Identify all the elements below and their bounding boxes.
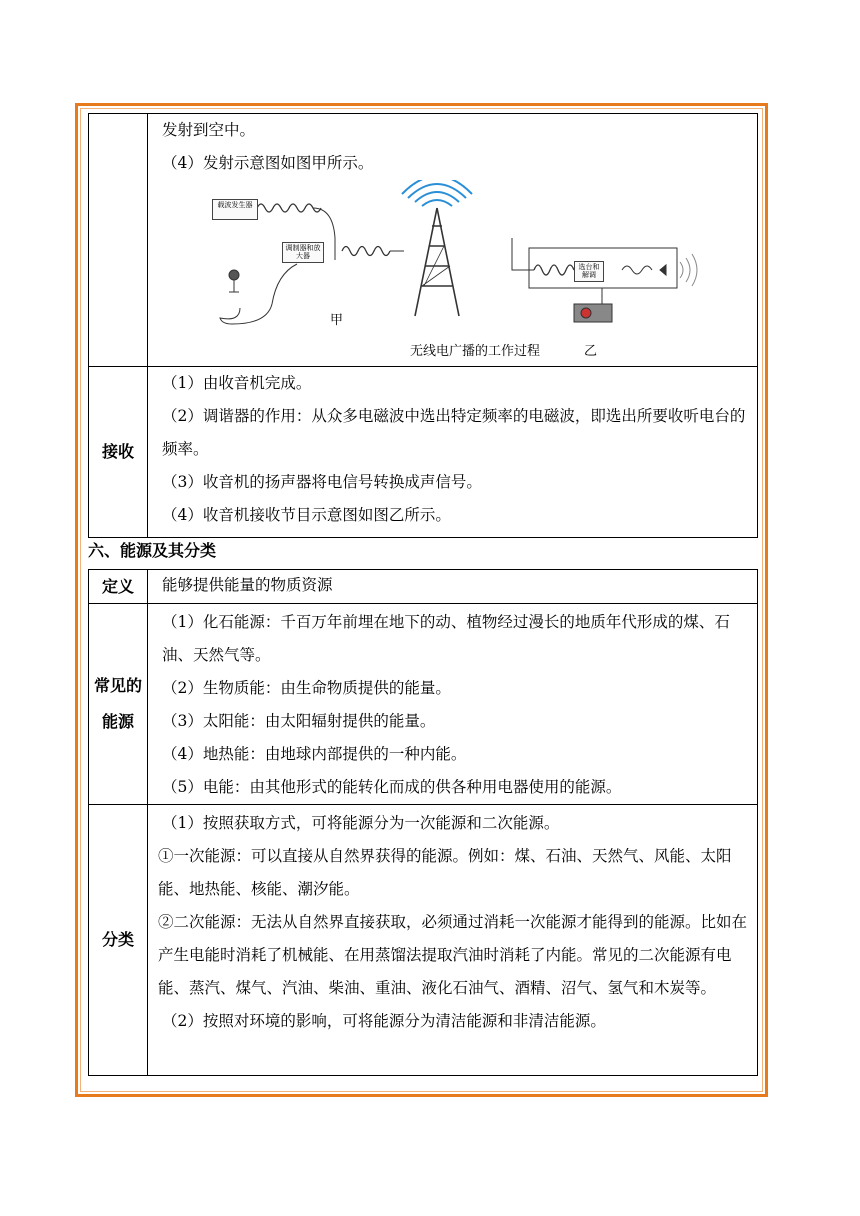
common-energy-item: （5）电能：由其他形式的能转化而成的供各种用电器使用的能源。 [162, 778, 622, 796]
table-row [89, 570, 758, 604]
receive-item: （2）调谐器的作用：从众多电磁波中选出特定频率的电磁波，即选出所要收听电台的频率。 [162, 407, 746, 458]
blank-label-cell [89, 114, 148, 367]
receive-cell [148, 367, 758, 538]
page-frame [75, 103, 768, 1097]
receive-item: （3）收音机的扬声器将电信号转换成声信号。 [162, 473, 482, 491]
classification-item: ①一次能源：可以直接从自然界获得的能源。例如：煤、石油、天然气、风能、太阳能、地热能、核能、潮汐能。 [158, 847, 732, 898]
transmit-cell [148, 114, 758, 367]
classification-item: ②二次能源：无法从自然界直接获取，必须通过消耗一次能源才能得到的能源。比如在产生电能时消耗了机械能、在用蒸馏法提取汽油时消耗了内能。常见的二次能源有电能、蒸汽、煤气、汽油、柴油、重油、液化石油气、酒精、沼气、氢气和木炭等。 [158, 913, 748, 997]
transmit-item-4: （4）发射示意图如图甲所示。 [162, 154, 374, 172]
common-energy-item: （4）地热能：由地球内部提供的一种内能。 [162, 745, 467, 763]
modulator-amplifier-box: 调制器和放大器 [282, 242, 324, 263]
figure-caption: 无线电广播的工作过程 [410, 344, 541, 359]
common-energy-cell [148, 604, 758, 805]
receive-item: （4）收音机接收节目示意图如图乙所示。 [162, 506, 451, 524]
classification-cell [148, 805, 758, 1076]
broadcast-table [88, 113, 758, 538]
receive-label: 接收 [89, 367, 148, 538]
classification-item: （1）按照获取方式，可将能源分为一次能源和二次能源。 [162, 814, 560, 832]
common-energy-label-text: 常见的能源 [94, 676, 143, 731]
radio-broadcast-figure [162, 180, 747, 362]
table-row [89, 114, 758, 367]
transmit-continuation: 发射到空中。 [162, 121, 256, 139]
common-energy-item: （1）化石能源：千百万年前埋在地下的动、植物经过漫长的地质年代形成的煤、石油、天然气等。 [162, 613, 730, 664]
definition-text: 能够提供能量的物质资源 [148, 570, 758, 604]
antenna-waves [402, 180, 472, 206]
section-heading: 六、能源及其分类 [88, 541, 217, 560]
tuner-demodulator-box: 选台和解调 [574, 261, 604, 282]
receive-item: （1）由收音机完成。 [162, 374, 312, 392]
carrier-generator-box: 载波发生器 [212, 199, 258, 220]
table-row [89, 367, 758, 538]
common-energy-label [89, 604, 148, 805]
figure-label-yi: 乙 [584, 344, 598, 359]
figure-yi [512, 238, 697, 322]
energy-table [88, 569, 758, 1076]
classification-label: 分类 [89, 805, 148, 1076]
common-energy-item: （2）生物质能：由生命物质提供的能量。 [162, 679, 451, 697]
figure-label-jia: 甲 [330, 313, 344, 328]
table-row [89, 805, 758, 1076]
classification-item: （2）按照对环境的影响，可将能源分为清洁能源和非清洁能源。 [162, 1012, 606, 1030]
common-energy-item: （3）太阳能：由太阳辐射提供的能量。 [162, 712, 436, 730]
definition-label: 定义 [89, 570, 148, 604]
table-row [89, 604, 758, 805]
